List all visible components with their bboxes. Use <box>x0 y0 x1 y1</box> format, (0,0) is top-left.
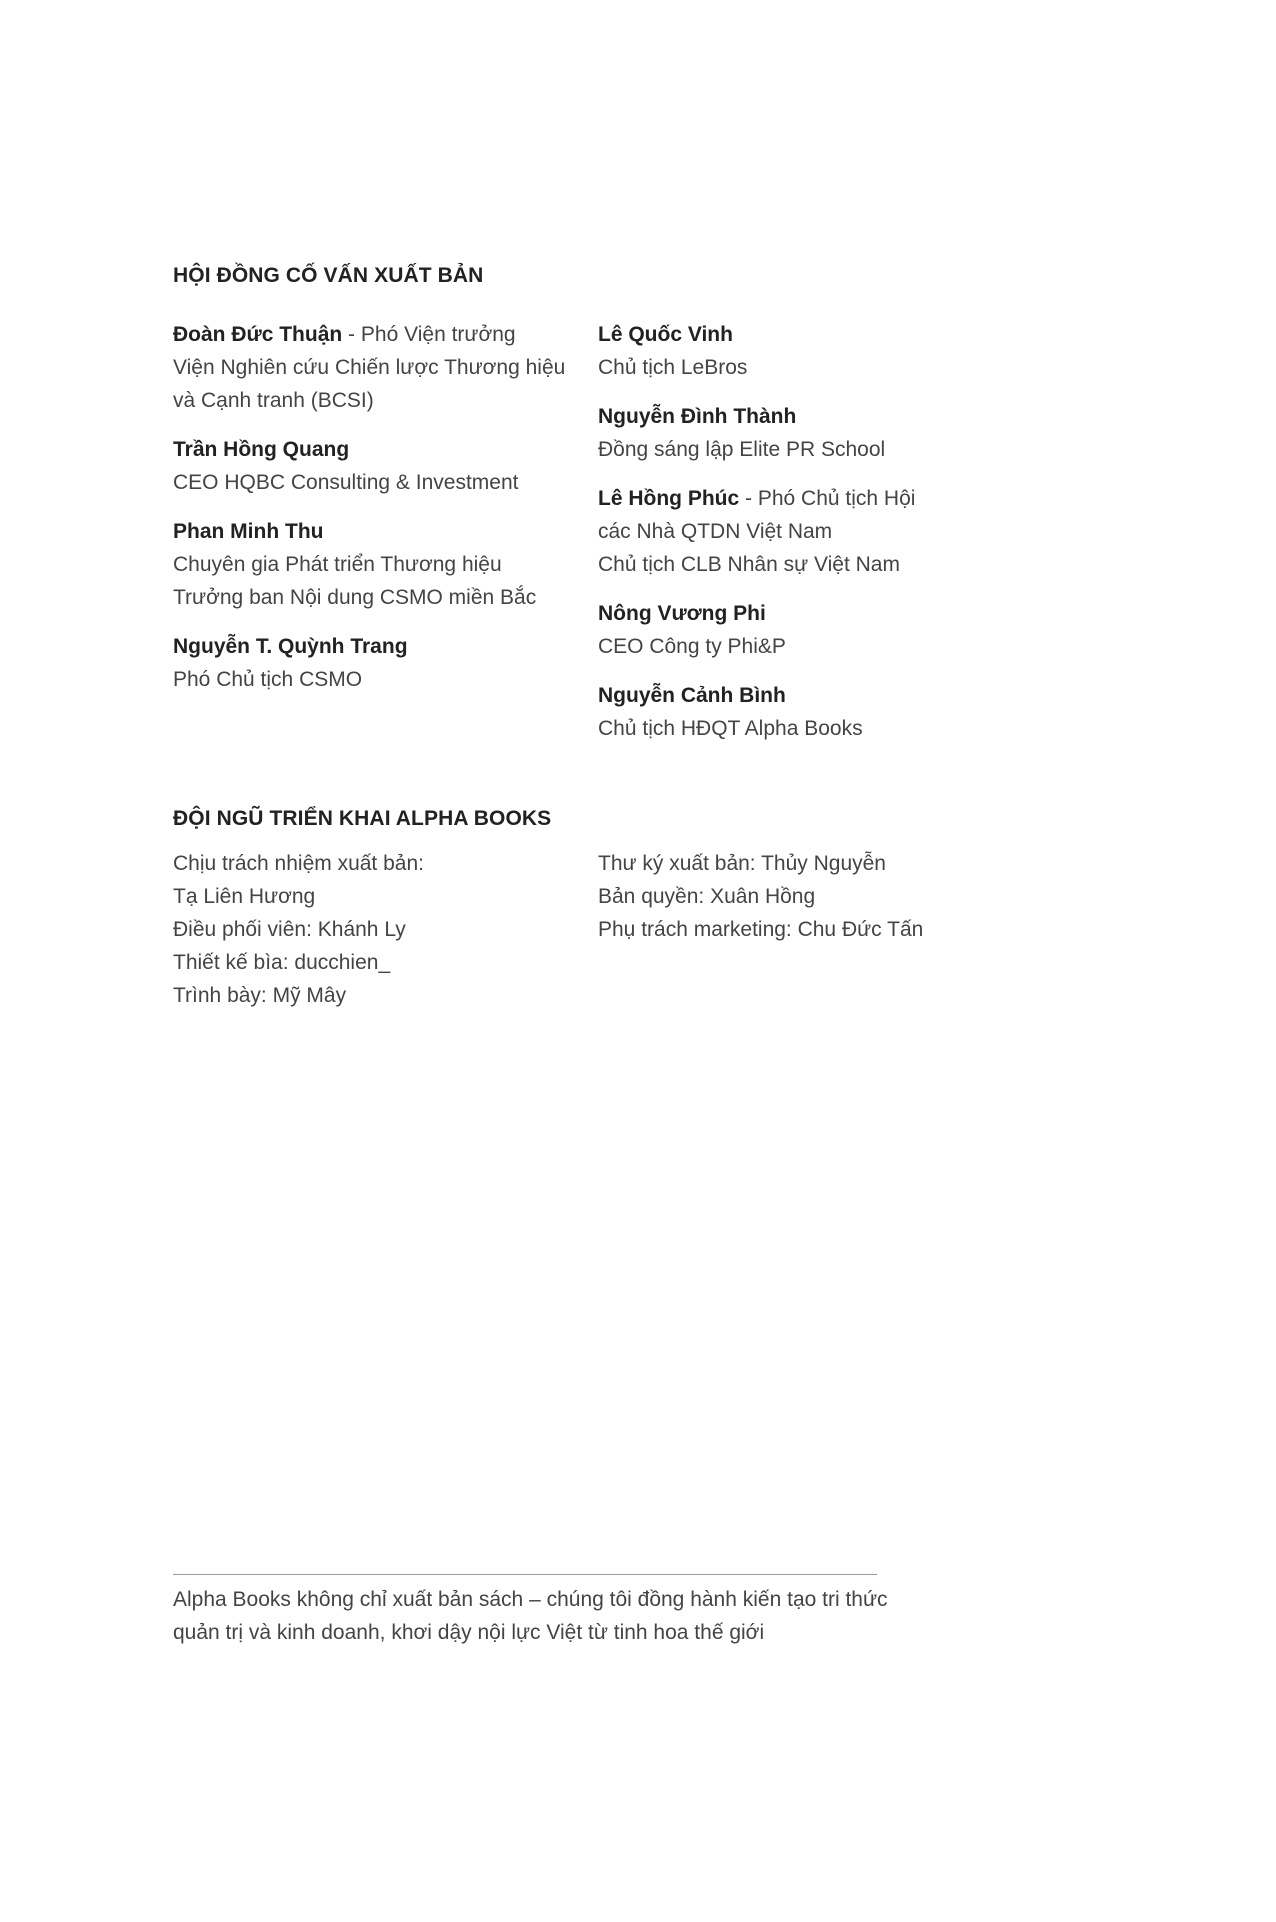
advisor-entry <box>173 318 593 417</box>
advisor-name: Nguyễn T. Quỳnh Trang <box>173 635 408 658</box>
advisor-role-line: Chủ tịch LeBros <box>598 356 748 379</box>
advisor-name: Nông Vương Phi <box>598 602 766 625</box>
advisor-entry <box>598 482 1018 581</box>
team-member-line: Phụ trách marketing: Chu Đức Tấn <box>598 918 924 941</box>
advisor-header-line <box>598 400 1018 433</box>
advisor-header-line <box>598 679 1018 712</box>
advisor-header-line <box>598 318 1018 351</box>
advisor-role-line: Phó Chủ tịch CSMO <box>173 668 363 691</box>
team-left-column <box>173 847 593 1012</box>
team-right-column <box>598 847 1058 946</box>
advisor-entry <box>173 433 593 499</box>
advisor-role-line: Chủ tịch CLB Nhân sự Việt Nam <box>598 553 900 576</box>
advisor-role-line: Viện Nghiên cứu Chiến lược Thương hiệu <box>173 356 566 379</box>
advisor-name: Phan Minh Thu <box>173 520 324 543</box>
advisor-name: Lê Hồng Phúc <box>598 487 740 510</box>
advisor-role-line: CEO Công ty Phi&P <box>598 635 786 658</box>
advisor-role: Phó Viện trưởng <box>360 323 516 346</box>
team-member-line: Bản quyền: Xuân Hồng <box>598 885 816 908</box>
team-member-line: Thiết kế bìa: ducchien_ <box>173 951 391 974</box>
advisor-header-line <box>173 318 593 351</box>
advisor-role-line: Chuyên gia Phát triển Thương hiệu <box>173 553 502 576</box>
advisor-name: Lê Quốc Vinh <box>598 323 733 346</box>
advisor-entry <box>598 679 1018 745</box>
advisor-entry <box>173 515 593 614</box>
advisor-role-line: Trưởng ban Nội dung CSMO miền Bắc <box>173 586 537 609</box>
team-member-line: Thư ký xuất bản: Thủy Nguyễn <box>598 852 886 875</box>
advisor-name: Nguyễn Cảnh Bình <box>598 684 786 707</box>
advisor-separator: - <box>342 323 361 346</box>
advisor-header-line <box>173 515 593 548</box>
advisor-role: Phó Chủ tịch Hội <box>757 487 916 510</box>
advisor-header-line <box>598 597 1018 630</box>
team-member-line: Trình bày: Mỹ Mây <box>173 984 347 1007</box>
team-member-line: Điều phối viên: Khánh Ly <box>173 918 406 941</box>
footer-line: Alpha Books không chỉ xuất bản sách – chúng tôi đồng hành kiến tạo tri thức <box>173 1588 888 1611</box>
team-heading: ĐỘI NGŨ TRIỂN KHAI ALPHA BOOKS <box>173 807 552 830</box>
advisory-heading: HỘI ĐỒNG CỐ VẤN XUẤT BẢN <box>173 264 484 287</box>
team-member-line: Tạ Liên Hương <box>173 885 316 908</box>
advisor-entry <box>598 597 1018 663</box>
advisor-entry <box>173 630 593 696</box>
advisor-header-line <box>598 482 1018 515</box>
advisor-role-line: Đồng sáng lập Elite PR School <box>598 438 886 461</box>
advisor-name: Đoàn Đức Thuận <box>173 323 343 346</box>
footer-line: quản trị và kinh doanh, khơi dậy nội lực Việt từ tinh hoa thế giới <box>173 1621 765 1644</box>
advisor-role-line: các Nhà QTDN Việt Nam <box>598 520 833 543</box>
advisor-separator: - <box>739 487 758 510</box>
advisor-header-line <box>173 630 593 663</box>
advisor-entry <box>598 400 1018 466</box>
footer-divider <box>173 1574 877 1575</box>
advisory-left-column <box>173 318 593 712</box>
advisor-role-line: và Cạnh tranh (BCSI) <box>173 389 374 412</box>
team-member-line: Chịu trách nhiệm xuất bản: <box>173 852 424 875</box>
advisor-header-line <box>173 433 593 466</box>
advisor-name: Nguyễn Đình Thành <box>598 405 797 428</box>
advisor-entry <box>598 318 1018 384</box>
advisor-name: Trần Hồng Quang <box>173 438 350 461</box>
footer-text <box>173 1583 933 1649</box>
advisor-role-line: CEO HQBC Consulting & Investment <box>173 471 519 494</box>
advisor-role-line: Chủ tịch HĐQT Alpha Books <box>598 717 863 740</box>
advisory-right-column <box>598 318 1018 761</box>
